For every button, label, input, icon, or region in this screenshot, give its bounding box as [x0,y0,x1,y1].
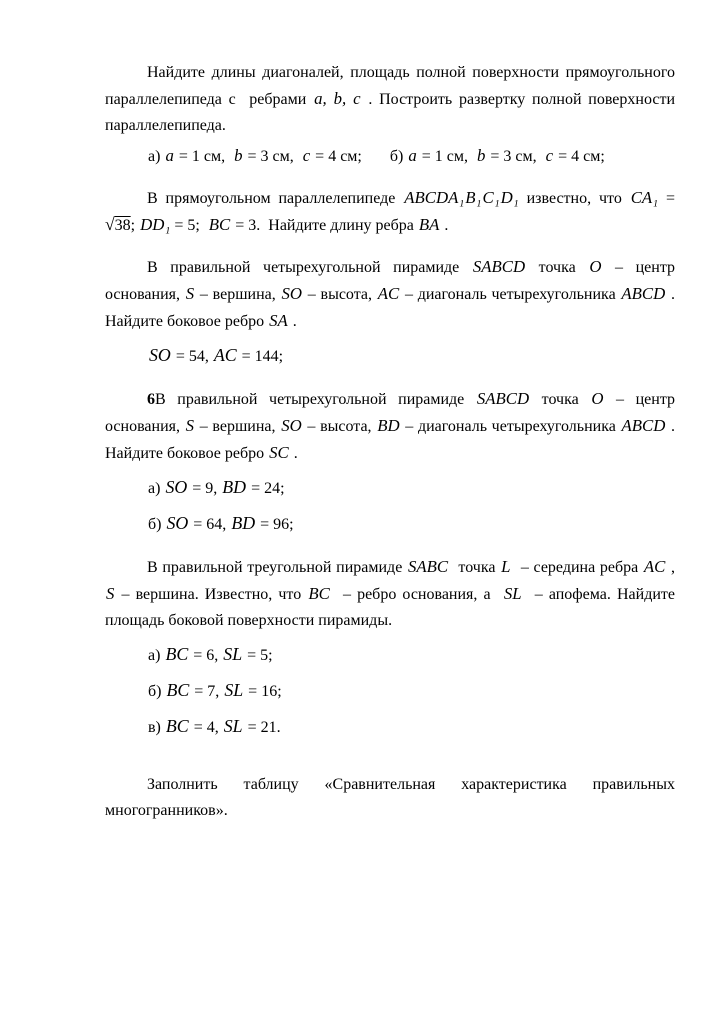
math-run: BC [166,680,190,700]
problem-5-statement [105,554,675,634]
math-run: SL [223,644,243,664]
text-run: – центр основания, [105,391,676,435]
math-run: SO [166,513,189,533]
text-run: точка [526,259,589,276]
text-run: ; [130,217,140,234]
text-run: – диагональ четырехугольника [400,418,621,435]
math-run: C [482,188,494,207]
math-run: BD [377,416,400,435]
math-run: SL [223,716,243,736]
problem-1-statement [105,60,675,139]
text-run: точка [449,559,501,576]
text-run: . [440,217,449,234]
math-run: SO [281,416,302,435]
math-run: AC [377,284,400,303]
text-run: – вершина. Известно, что [115,586,308,603]
text-run: , [666,559,676,576]
text-run: известно, что [518,190,630,207]
math-subscript: 1 [653,198,659,210]
text-run: б) [148,516,166,533]
math-run: SO [281,284,303,303]
text-run: = 5; [243,647,273,664]
math-run: B [465,188,476,207]
text-run: – диагональ четырехугольника [400,286,621,303]
text-run: а) [148,148,165,165]
math-run: BC [308,584,330,603]
text-run: = [658,190,676,207]
text-run: 6 [147,391,155,408]
text-run: = 6, [189,647,223,664]
math-run: ABCD [621,416,666,435]
math-run: L [501,557,511,576]
document-content [105,60,675,824]
text-run: а) [148,647,165,664]
text-run: = 16; [244,683,282,700]
math-run: SABCD [472,257,526,276]
text-run: = 144; [237,348,284,365]
problem-3-statement [105,254,675,335]
text-run: = 54, [171,348,213,365]
text-run: – центр основания, [105,259,676,303]
text-run: – вершина, [195,286,281,303]
math-run: S [185,416,195,435]
text-run: – ребро основания, а [330,586,503,603]
text-run: = 1 см, [174,148,234,165]
math-run: S [106,584,115,603]
math-subscript: 1 [513,198,519,210]
problem-4-statement [105,386,675,467]
math-subscript: 1 [476,198,482,210]
math-run: DD [140,215,165,234]
math-run: BD [222,477,247,497]
problem-1-options [148,143,675,170]
text-run: – середина ребра [511,559,643,576]
text-run: точка [530,391,591,408]
text-run: Найдите длины диагоналей, площадь полной поверхности прямоугольного параллелепипеда с ребрами [105,64,675,108]
task-note [105,772,675,824]
math-run: SC [269,443,289,462]
text-run: . [288,313,297,330]
text-run: = 3 см, [486,148,545,165]
math-run: BC [165,644,189,664]
math-run: CA [630,188,653,207]
radicand: 38 [114,217,131,234]
text-run: = 4 см; б) [311,148,408,165]
math-run: SL [503,584,522,603]
problem-2-statement [105,185,675,239]
math-run: ABCDA [404,188,459,207]
text-run: = 64, [189,516,231,533]
problem-4-option-b [148,509,675,539]
text-run: = 3. Найдите длину ребра [231,217,418,234]
math-subscript: 1 [459,198,465,210]
problem-5-option-v [148,712,675,742]
math-run: AC [213,345,237,365]
math-run: SO [149,345,171,365]
text-run: б) [148,683,166,700]
text-run: В правильной треугольной пирамиде [147,559,407,576]
text-run: . Найдите боковое ребро [105,286,675,330]
math-run: ABCD [621,284,666,303]
math-run: a, b, c [314,89,361,108]
text-run: . Найдите боковое ребро [105,418,676,462]
math-run: O [589,257,602,276]
math-run: BA [418,215,440,234]
problem-4-option-a [148,473,675,503]
math-run: SL [224,680,244,700]
math-subscript: 1 [165,225,171,237]
text-run: В правильной четырехугольной пирамиде [147,259,472,276]
text-run: = 9, [188,480,222,497]
problem-5-option-b [148,676,675,706]
math-run: O [591,389,604,408]
math-run: b [476,146,486,165]
problem-5-option-a [148,640,675,670]
math-run: D [500,188,513,207]
math-run: b [234,146,243,165]
math-run: a [408,146,417,165]
text-run: = 7, [190,683,224,700]
text-run: В правильной четырехугольной пирамиде [155,391,476,408]
text-run: – вершина, [195,418,281,435]
math-subscript: 1 [494,198,500,210]
math-run: a [165,146,174,165]
text-run: – высота, [302,418,377,435]
math-run: S [185,284,195,303]
text-run: = 4 см; [554,148,605,165]
math-run: SA [269,311,288,330]
text-run: Заполнить таблицу «Сравнительная характеристика правильных многогранников». [105,776,675,819]
radical-sign: √ [105,214,115,234]
text-run: = 24; [247,480,285,497]
math-run: SO [165,477,188,497]
text-run: . Построить развертку полной поверхности параллелепипеда. [105,91,676,134]
text-run: – высота, [303,286,377,303]
math-run: SABCD [476,389,530,408]
math-run: SABC [407,557,449,576]
text-run: = 3 см, [243,148,302,165]
sqrt-expression [105,214,131,234]
text-run: а) [148,480,165,497]
math-run: BC [208,215,231,234]
math-run: c [302,146,311,165]
text-run: = 1 см, [417,148,476,165]
text-run: В прямоугольном параллелепипеде [147,190,404,207]
math-run: BD [231,513,256,533]
text-run: . [289,445,298,462]
math-run: c [545,146,554,165]
text-run: – апофема. Найдите площадь боковой поверхности пирамиды. [105,586,675,629]
math-run: BC [165,716,189,736]
text-run: в) [148,719,165,736]
math-run: AC [643,557,666,576]
text-run: = 96; [256,516,294,533]
text-run: = 4, [189,719,223,736]
problem-3-given [148,341,675,371]
text-run: = 21. [243,719,281,736]
text-run: = 5; [170,217,208,234]
